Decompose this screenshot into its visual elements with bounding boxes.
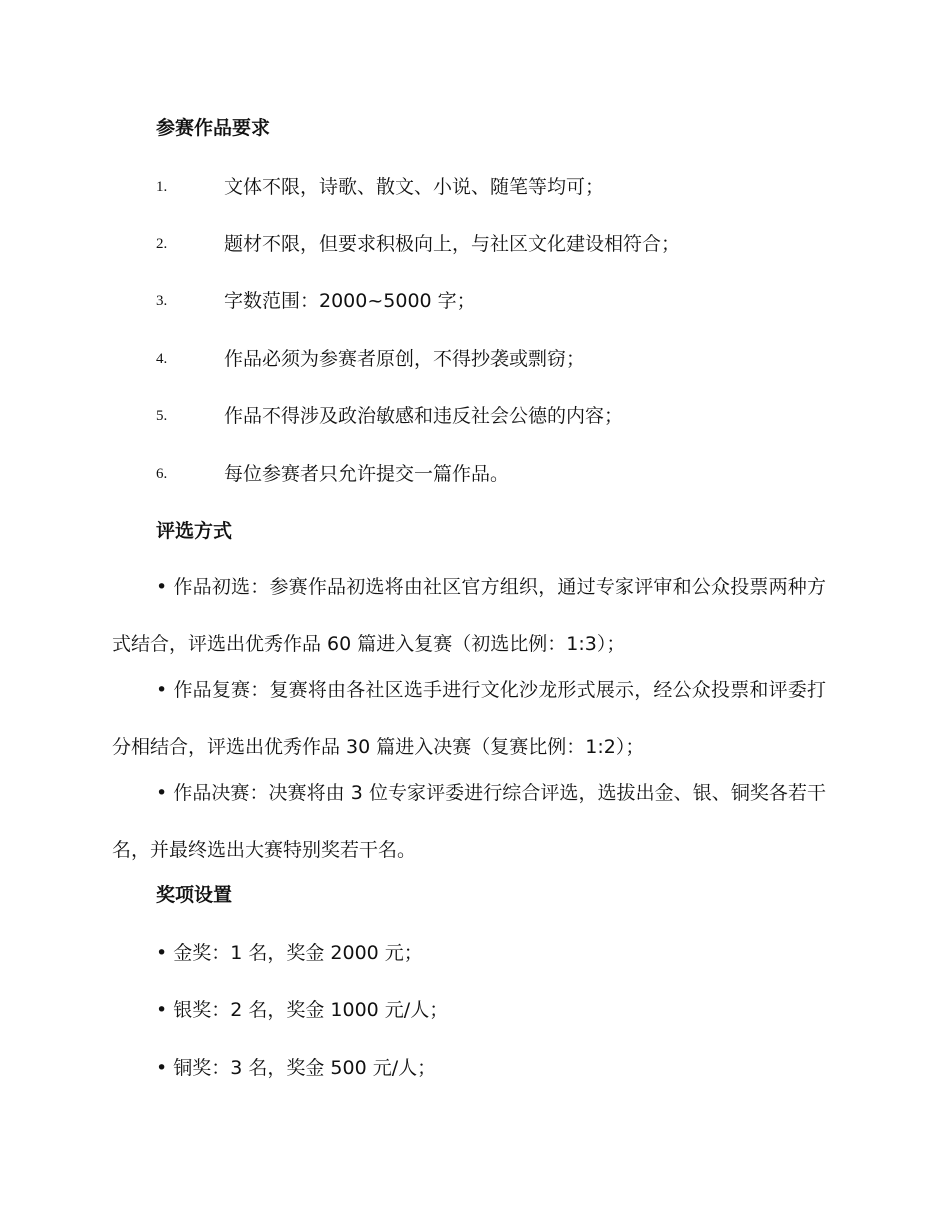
list-number: 4. <box>156 351 168 367</box>
list-number: 3. <box>156 293 168 309</box>
list-item-text: 文体不限，诗歌、散文、小说、随笔等均可； <box>224 176 605 198</box>
list-number: 1. <box>156 179 168 195</box>
selection-paragraph-final: • 作品决赛：决赛将由 3 位专家评委进行综合评选，选拔出金、银、铜奖各若干名，并最终选出大赛特别奖若干名。 <box>112 782 826 861</box>
list-item-text: 题材不限，但要求积极向上，与社区文化建设相符合； <box>224 233 681 255</box>
award-item-bronze: • 铜奖：3 名，奖金 500 元/人； <box>156 1057 437 1079</box>
list-item-text: 作品不得涉及政治敏感和违反社会公德的内容； <box>224 405 624 427</box>
award-item-silver: • 银奖：2 名，奖金 1000 元/人； <box>156 999 449 1021</box>
list-number: 2. <box>156 236 168 252</box>
list-item-text: 字数范围：2000~5000 字； <box>224 290 476 312</box>
list-number: 6. <box>156 466 168 482</box>
list-item-text: 作品必须为参赛者原创，不得抄袭或剽窃； <box>224 348 586 370</box>
selection-paragraph-preliminary: • 作品初选：参赛作品初选将由社区官方组织，通过专家评审和公众投票两种方式结合，评选出优秀作品 60 篇进入复赛（初选比例：1:3）； <box>112 576 826 655</box>
award-item-gold: • 金奖：1 名，奖金 2000 元； <box>156 942 423 964</box>
section-heading-requirements: 参赛作品要求 <box>156 117 271 139</box>
selection-paragraph-semifinal: • 作品复赛：复赛将由各社区选手进行文化沙龙形式展示，经公众投票和评委打分相结合，评选出优秀作品 30 篇进入决赛（复赛比例：1:2）； <box>112 679 826 758</box>
section-heading-selection: 评选方式 <box>156 520 233 542</box>
section-heading-awards: 奖项设置 <box>156 884 233 906</box>
list-number: 5. <box>156 408 168 424</box>
list-item-text: 每位参赛者只允许提交一篇作品。 <box>224 463 510 485</box>
